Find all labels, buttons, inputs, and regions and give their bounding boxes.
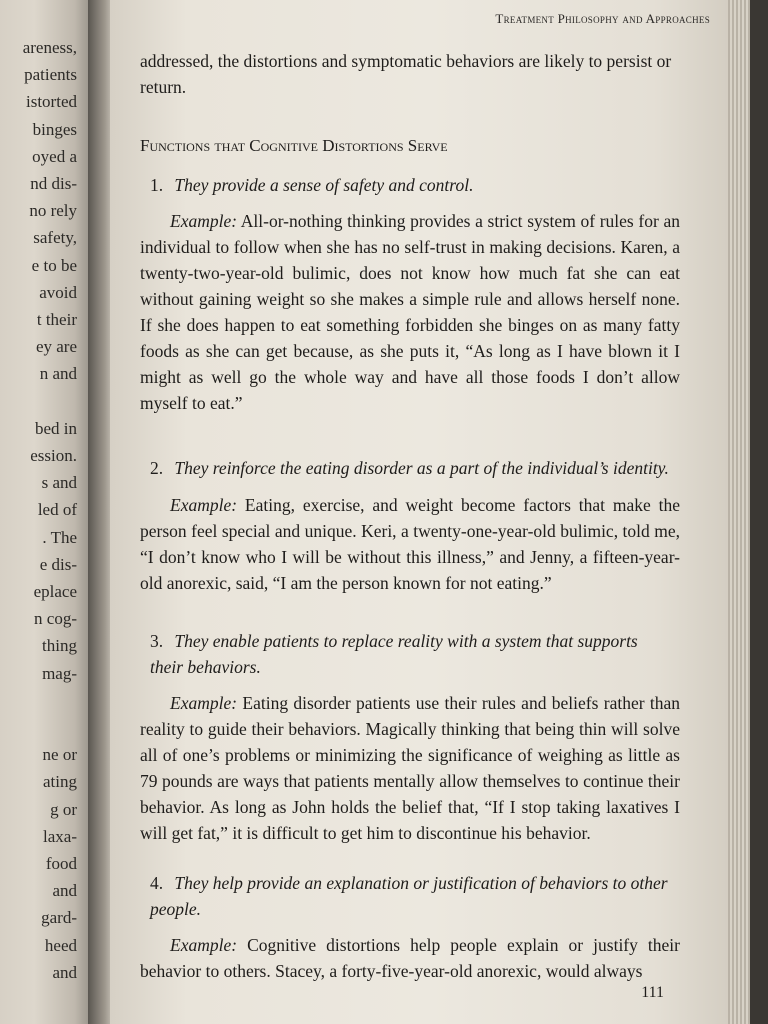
example-label: Example: <box>170 211 238 231</box>
example-paragraph-3 <box>140 690 680 846</box>
left-page-fragment: food <box>45 854 77 873</box>
left-page-fragment: laxa- <box>43 826 77 846</box>
left-page-fragment: e to be <box>31 255 77 275</box>
item-number: 3. <box>150 631 164 651</box>
left-page-fragment: heed <box>44 935 77 955</box>
example-text: Cognitive distortions help people explain or justify their behavior to others. Stacey, a forty-five-year-old anorexic, would always <box>140 935 680 981</box>
left-page-fragment: n cog- <box>34 609 77 629</box>
item-label: They enable patients to replace reality with a system that supports their behaviors. <box>150 631 638 677</box>
example-label: Example: <box>170 693 238 713</box>
left-page-fragment: t their <box>36 310 77 329</box>
item-label: They provide a sense of safety and control. <box>174 175 474 195</box>
left-page-fragment: e dis- <box>39 554 77 574</box>
left-page-fragment: no rely <box>29 201 77 221</box>
list-item-3 <box>150 628 670 680</box>
left-page-fragment: ating <box>43 772 77 792</box>
section-heading: Functions that Cognitive Distortions Serve <box>140 136 448 155</box>
example-text: Eating, exercise, and weight become factors that make the person feel special and unique. Keri, a twenty-one-year-old bulimic, told me, “I don’t know who I will be without this illness,” and Jenny, a fifteen-year-old anorexic, said, “I am the person known for not eating.” <box>140 495 680 593</box>
item-number: 2. <box>150 458 164 478</box>
right-page <box>110 0 750 1024</box>
list-item-2 <box>150 455 670 481</box>
example-text: Eating disorder patients use their rules and beliefs rather than reality to guide their behaviors. Magically thinking that being thin will solve all of one’s problems or minimizing the significance of weighing as little as 79 pounds are ways that patients mentally allow themselves to continue their behavior. As long as John holds the belief that, “If I stop taking laxatives I will get fat,” it is difficult to get him to discontinue his behavior. <box>140 693 680 843</box>
left-page-fragment: and <box>52 881 77 901</box>
example-paragraph-4 <box>140 932 680 984</box>
intro-paragraph: addressed, the distortions and symptomatic behaviors are likely to persist or return. <box>140 51 672 97</box>
example-text: All-or-nothing thinking provides a strict system of rules for an individual to follow when she has no self-trust in making decisions. Karen, a twenty-two-year-old bulimic, does not know how much fat she can eat without gaining weight so she makes a simple rule and allows herself none. If she does happen to eat something forbidden she binges on as many fatty foods as she can get because, as she puts it, “As long as I have blown it I might as well go the whole way and have all those foods I don’t allow myself to eat.” <box>140 211 680 413</box>
left-page-fragment: n and <box>39 364 77 384</box>
left-page-fragment: eplace <box>33 582 77 601</box>
left-page-fragment: gard- <box>41 908 77 928</box>
left-page-fragment: g or <box>50 799 77 819</box>
item-number: 1. <box>150 175 164 195</box>
left-page-fragment: safety, <box>33 228 77 248</box>
left-page-fragment: nd dis- <box>30 174 77 193</box>
left-page-fragment: ey are <box>35 337 77 357</box>
left-page-fragment: s and <box>41 473 77 493</box>
left-page-fragment: thing <box>42 636 77 656</box>
left-page-fragment: oyed a <box>32 146 77 166</box>
page-number: 111 <box>641 984 664 1001</box>
left-page-fragment: istorted <box>26 92 77 112</box>
left-page-fragment: patients <box>24 65 77 85</box>
item-label: They help provide an explanation or justification of behaviors to other people. <box>150 873 668 919</box>
list-item-1 <box>150 172 670 198</box>
left-page-fragment: bed in <box>34 418 77 438</box>
item-number: 4. <box>150 873 164 893</box>
left-page-fragment: . The <box>42 527 77 547</box>
example-paragraph-1 <box>140 208 680 416</box>
left-page-fragment: and <box>52 962 77 982</box>
example-label: Example: <box>170 935 238 955</box>
left-page-fragment: led of <box>37 500 77 520</box>
example-label: Example: <box>170 495 238 515</box>
running-head: Treatment Philosophy and Approaches <box>495 11 710 26</box>
left-page-fragment: areness, <box>22 38 77 57</box>
left-page-fragment: ne or <box>42 745 77 765</box>
left-page-fragment: ession. <box>30 446 77 465</box>
list-item-4 <box>150 870 670 922</box>
example-paragraph-2 <box>140 492 680 596</box>
left-page <box>0 0 95 1024</box>
left-page-fragment: mag- <box>42 663 77 683</box>
page-edges <box>728 0 750 1024</box>
item-label: They reinforce the eating disorder as a part of the individual’s identity. <box>174 458 669 478</box>
left-page-fragment: binges <box>32 119 77 139</box>
left-page-fragment: avoid <box>39 282 77 302</box>
